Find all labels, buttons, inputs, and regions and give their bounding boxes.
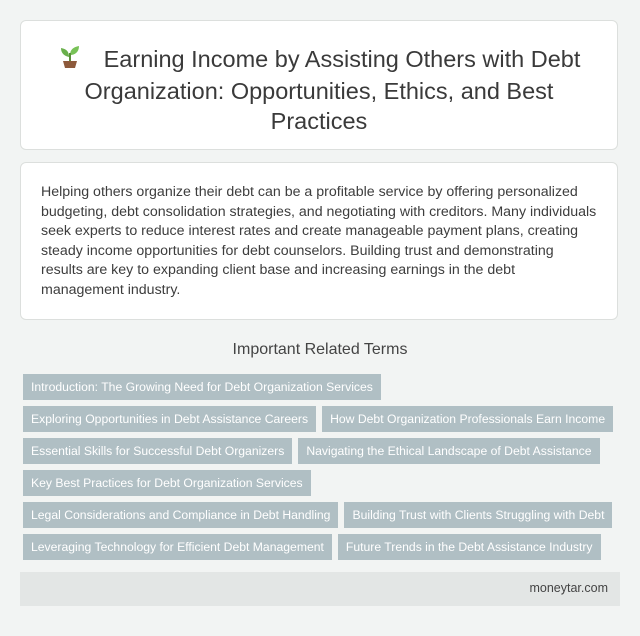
intro-card [20,162,618,320]
related-term-tag[interactable]: Key Best Practices for Debt Organization Services [23,470,311,496]
sprout-icon [58,43,82,76]
footer [20,572,620,606]
page-title-text: Earning Income by Assisting Others with Debt Organization: Opportunities, Ethics, and Best Practices [84,46,581,134]
related-term-tag[interactable]: Essential Skills for Successful Debt Organizers [23,438,292,464]
related-term-tag[interactable]: Leveraging Technology for Efficient Debt Management [23,534,332,560]
related-terms-list [23,374,623,566]
related-term-tag[interactable]: Legal Considerations and Compliance in Debt Handling [23,502,338,528]
related-terms-heading: Important Related Terms [232,341,408,358]
related-term-tag[interactable]: Building Trust with Clients Struggling with Debt [344,502,612,528]
related-term-tag[interactable]: Navigating the Ethical Landscape of Debt Assistance [298,438,599,464]
related-term-tag[interactable]: How Debt Organization Professionals Earn Income [322,406,613,432]
page-title [21,21,617,136]
intro-paragraph: Helping others organize their debt can be a profitable service by offering personalized budgeting, debt consolidation strategies, and negotiating with creditors. Many individuals seek experts to reduce interest rates and create manageable payment plans, creating steady income opportunities for debt counselors. Building trust and demonstrating results are key to expanding client base and increasing earnings in the debt management industry. [41,184,597,298]
related-term-tag[interactable]: Future Trends in the Debt Assistance Industry [338,534,601,560]
title-card [20,20,618,150]
related-term-tag[interactable]: Introduction: The Growing Need for Debt Organization Services [23,374,381,400]
related-term-tag[interactable]: Exploring Opportunities in Debt Assistance Careers [23,406,316,432]
footer-site-link[interactable]: moneytar.com [529,581,608,595]
